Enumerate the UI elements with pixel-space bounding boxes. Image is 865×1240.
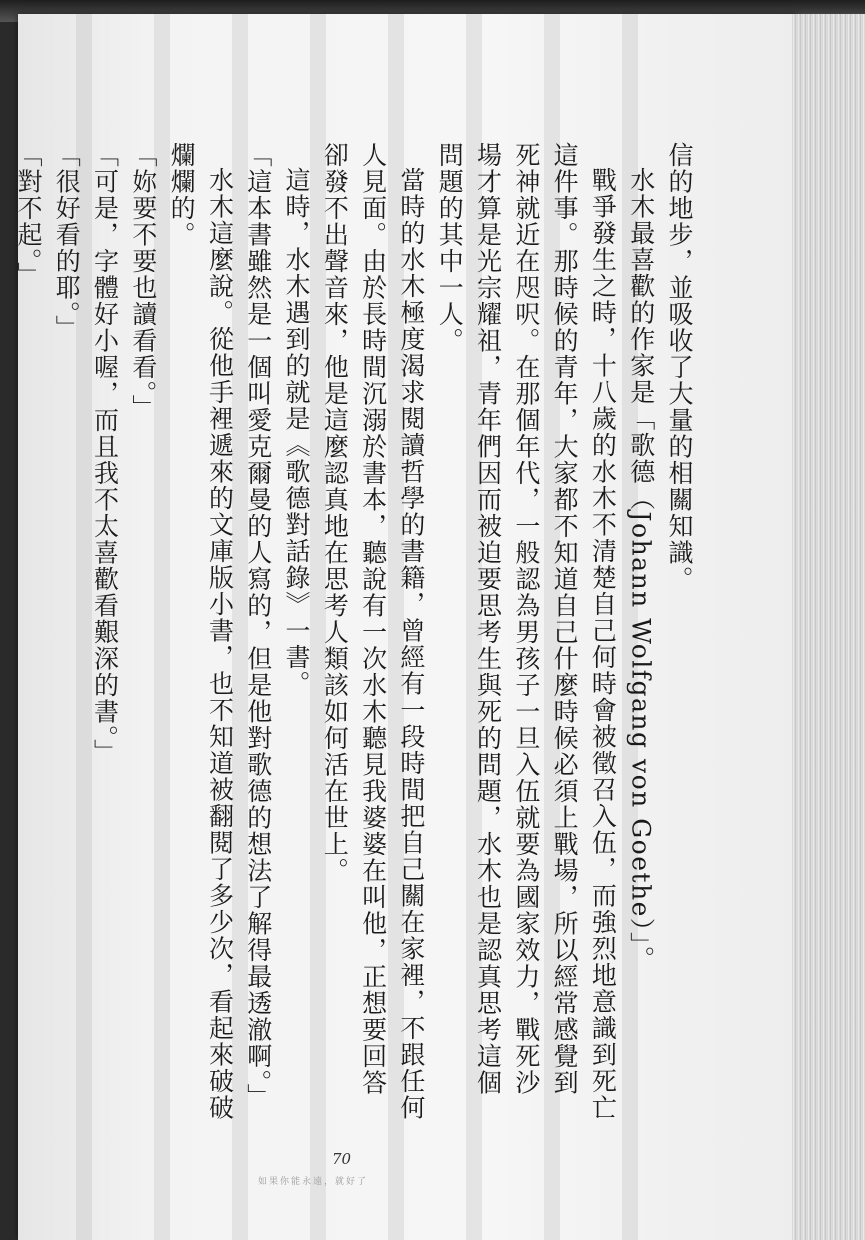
- paragraph: 水木最喜歡的作家是「歌德（Johann Wolfgang von Goethe）」。: [626, 167, 656, 973]
- running-footer: 如果你能永遠，就好了: [258, 1177, 369, 1187]
- paragraph: 戰爭發生之時，十八歲的水木不清楚自己何時會被徵召入伍，而強烈地意識到死亡這件事。那時候的青年，大家都不知道自己什麼時候必須上戰場，所以經常感覺到死神就近在咫呎。在那個年代，一般認為男孩子一旦入伍就要為國家效力，戰死沙場才算是光宗耀祖，青年們因而被迫要思考生與死的問題，水木也是認真思考這個問題的其中一人。: [435, 142, 618, 1121]
- book-page: [13, 14, 796, 1240]
- paragraph: 這時，水木遇到的就是《歌德對話錄》一書。: [282, 167, 312, 697]
- dialogue-line: 「妳要不要也讀看看。」: [128, 142, 158, 421]
- paragraph: 水木這麼說。從他手裡遞來的文庫版小書，也不知道被翻閱了多少次，看起來破破爛爛的。: [167, 142, 235, 1121]
- dialogue-line: 「這本書雖然是一個叫愛克爾曼的人寫的，但是他對歌德的想法了解得最透澈啊。」: [243, 142, 273, 1110]
- paragraph: 當時的水木極度渴求閱讀哲學的書籍，曾經有一段時間把自己關在家裡，不跟任何人見面。由於長時間沉溺於書本，聽說有一次水木聽見我婆婆在叫他，正想要回答卻發不出聲音來，他是這麼認真地在思考人類該如何活在世上。: [320, 142, 426, 1121]
- dialogue-line: 「可是，字體好小喔，而且我不太喜歡看艱深的書。」: [90, 142, 120, 766]
- vertical-body-text: [13, 142, 698, 1122]
- page-number: 70: [332, 1150, 352, 1168]
- paragraph: 信的地步，並吸收了大量的相關知識。: [665, 142, 694, 593]
- dialogue-line: 「對不起。」: [13, 142, 43, 289]
- dialogue-line: 「很好看的耶。」: [52, 142, 82, 342]
- page-stack-edge: [792, 14, 865, 1240]
